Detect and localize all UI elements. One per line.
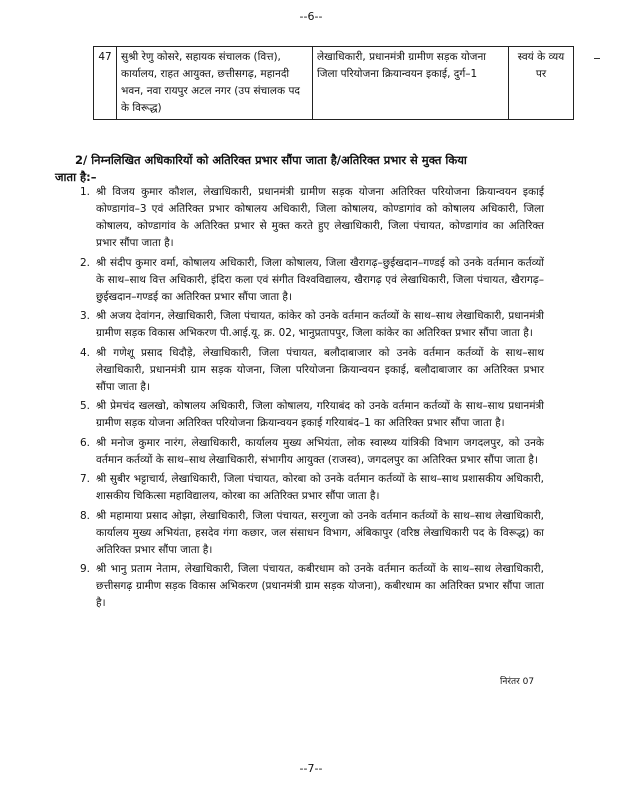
item-text: श्री मनोज कुमार नारंग, लेखाधिकारी, कार्यालय मुख्य अभियंता, लोक स्वास्थ्य यांत्रिकी विभाग जगदलपुर, को उनके वर्तमान कर्तव्यों के साथ–साथ लेखाधिकारी, संभागीय आयुक्त (राजस्व), जगदलपुर का अतिरिक्त प्रभार सौंपा जाता है।: [96, 436, 544, 466]
item-text: श्री महामाया प्रसाद ओझा, लेखाधिकारी, जिला पंचायत, सरगुजा को उनके वर्तमान कर्तव्यों के साथ–साथ लेखाधिकारी, कार्यालय मुख्य अभियंता, हसदेव गंगा कछार, जल संसाधन विभाग, अंबिकापुर (वरिष्ठ लेखाधिकारी पद के विरूद्ध) का अतिरिक्त प्रभार सौंपा जाता है।: [96, 509, 544, 556]
continued-note: निरंतर 07: [500, 677, 535, 687]
list-item: [79, 471, 544, 505]
list-item: [79, 435, 544, 469]
item-number: 8.: [79, 509, 90, 522]
heading-line-2: जाता है:–: [55, 170, 97, 184]
list-item: [79, 184, 544, 252]
item-text: श्री गणेशू प्रसाद धिदौड़े, लेखाधिकारी, जिला पंचायत, बलौदाबाजार को उनके वर्तमान कर्तव्यों के साथ–साथ लेखाधिकारी, प्रधानमंत्री ग्राम सड़क योजना, जिला परियोजना क्रियान्वयन इकाई, बलौदाबाजार का अतिरिक्त प्रभार सौंपा जाता है।: [96, 346, 544, 393]
item-number: 9.: [79, 563, 90, 575]
list-item: [79, 508, 544, 559]
item-number: 6.: [79, 436, 90, 449]
item-number: 1.: [79, 186, 90, 198]
item-text: श्री सुबीर भट्टाचार्य, लेखाधिकारी, जिला पंचायत, कोरबा को उनके वर्तमान कर्तव्यों के साथ–साथ प्रशासकीय अधिकारी, शासकीय चिकित्सा महाविद्यालय, कोरबा का अतिरिक्त प्रभार सौंपा जाता है।: [96, 473, 544, 502]
item-number: 2.: [79, 256, 90, 269]
posting-cell: लेखाधिकारी, प्रधानमंत्री ग्रामीण सड़क योजना जिला परियोजना क्रियान्वयन इकाई, दुर्ग–1: [313, 47, 509, 120]
item-text: श्री विजय कुमार कौशल, लेखाधिकारी, प्रधानमंत्री ग्रामीण सड़क योजना अतिरिक्त परियोजना क्रियान्वयन इकाई कोण्डागांव–3 एवं अतिरिक्त प्रभार कोषालय अधिकारी, जिला कोषालय, कोण्डागांव को कोषालय अधिकारी, जिला कोषालय, कोण्डागांव के अतिरिक्त प्रभार से मुक्त करते हुए लेखाधिकारी, जिला पंचायत, कोण्डागांव का अतिरिक्त प्रभार सौंपा जाता है।: [96, 186, 544, 249]
item-number: 7.: [79, 473, 90, 485]
item-text: श्री भानु प्रताम नेताम, लेखाधिकारी, जिला पंचायत, कबीरधाम को उनके वर्तमान कर्तव्यों के साथ–साथ लेखाधिकारी, छत्तीसगढ़ ग्रामीण सड़क विकास अभिकरण (प्रधानमंत्री ग्राम सड़क योजना), कबीरधाम का अतिरिक्त प्रभार सौंपा जाता है।: [96, 563, 544, 609]
page-number-top: --6--: [299, 10, 323, 23]
section-heading: [55, 152, 555, 186]
officer-cell: सुश्री रेणु कोसरे, सहायक संचालक (वित्त), कार्यालय, राहत आयुक्त, छत्तीसगढ़, महानदी भवन, नवा रायपुर अटल नगर (उप संचालक पद के विरूद्ध): [117, 47, 313, 120]
list-item: [79, 345, 544, 396]
table-row: [94, 47, 574, 120]
item-number: 4.: [79, 346, 90, 359]
item-number: 3.: [79, 310, 90, 322]
remark-cell: स्वयं के व्यय पर: [509, 47, 574, 120]
item-text: श्री प्रेमचंद खलखो, कोषालय अधिकारी, जिला कोषालय, गरियाबंद को उनके वर्तमान कर्तव्यों के साथ–साथ प्रधानमंत्री ग्रामीण सड़क योजना अतिरिक्त परियोजना क्रियान्वयन इकाई गरियाबंद–1 का अतिरिक्त प्रभार सौंपा जाता है।: [96, 400, 544, 429]
list-item: [79, 561, 544, 612]
page-number-bottom: --7--: [299, 762, 323, 775]
continuation-table: [93, 46, 574, 120]
serial-cell: 47: [94, 47, 117, 120]
item-text: श्री अजय देवांगन, लेखाधिकारी, जिला पंचायत, कांकेर को उनके वर्तमान कर्तव्यों के साथ–साथ लेखाधिकारी, प्रधानमंत्री ग्रामीण सड़क विकास अभिकरण पी.आई.यू. क्र. 02, भानुप्रतापपुर, जिला कांकेर का अतिरिक्त प्रभार सौंपा जाता है।: [96, 310, 544, 339]
item-number: 5.: [79, 400, 90, 412]
heading-line-1: 2/ निम्नलिखित अधिकारियों को अतिरिक्त प्रभार सौंपा जाता है/अतिरिक्त प्रभार से मुक्त किया: [75, 153, 467, 167]
list-item: [79, 398, 544, 432]
list-item: [79, 308, 544, 342]
margin-mark: [594, 58, 600, 59]
item-text: श्री संदीप कुमार वर्मा, कोषालय अधिकारी, जिला कोषालय, जिला खैरागढ़–छुईखदान–गण्डई को उनके वर्तमान कर्तव्यों के साथ–साथ वित्त अधिकारी, इंदिरा कला एवं संगीत विश्वविद्यालय, खैरागढ़ एवं लेखाधिकारी, जिला पंचायत, खैरागढ़–छुईखदान–गण्डई का अतिरिक्त प्रभार सौंपा जाता है।: [96, 256, 544, 303]
order-items: [79, 184, 544, 615]
list-item: [79, 255, 544, 306]
